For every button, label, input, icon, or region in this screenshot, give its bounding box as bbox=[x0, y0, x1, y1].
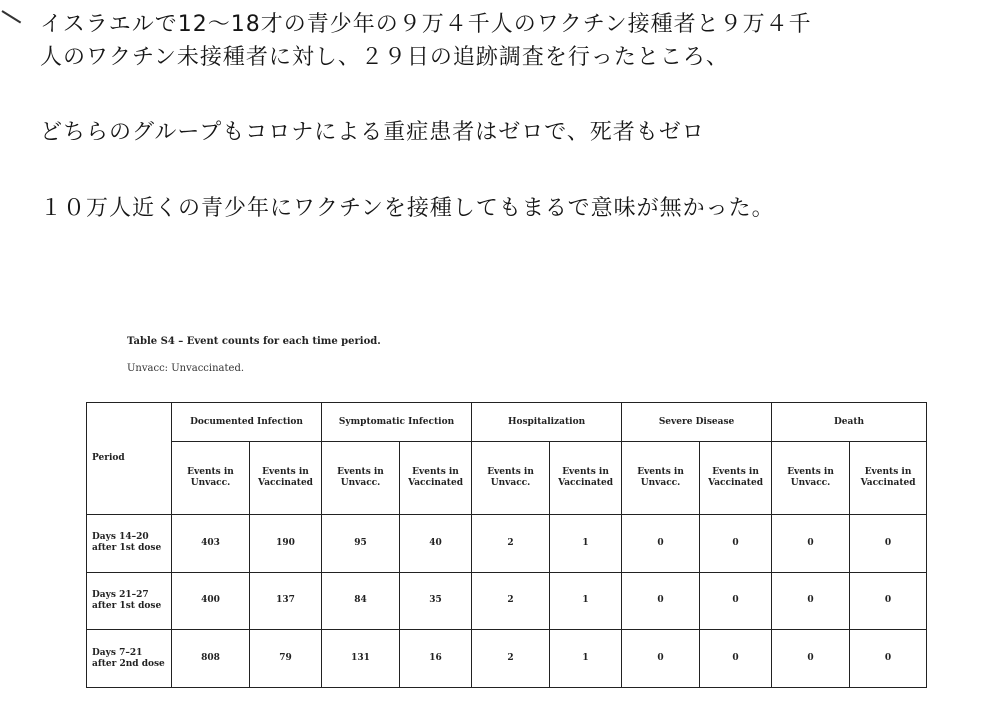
event-count-table bbox=[86, 402, 927, 688]
sub-header-unvacc: Events in Unvacc. bbox=[772, 442, 850, 515]
period-cell: Days 14–20 after 1st dose bbox=[87, 515, 172, 573]
group-header: Documented Infection bbox=[172, 403, 322, 442]
table-cell: 400 bbox=[172, 572, 250, 630]
table-row bbox=[87, 630, 927, 688]
table-cell: 0 bbox=[622, 630, 700, 688]
sub-header-vacc: Events in Vaccinated bbox=[850, 442, 927, 515]
group-header: Hospitalization bbox=[472, 403, 622, 442]
table-cell: 0 bbox=[850, 515, 927, 573]
table-cell: 2 bbox=[472, 515, 550, 573]
table-note: Unvacc: Unvaccinated. bbox=[127, 363, 245, 374]
table-cell: 808 bbox=[172, 630, 250, 688]
table-cell: 0 bbox=[700, 515, 772, 573]
table-cell: 1 bbox=[550, 630, 622, 688]
sub-header-unvacc: Events in Unvacc. bbox=[172, 442, 250, 515]
table-cell: 0 bbox=[850, 572, 927, 630]
table-cell: 131 bbox=[322, 630, 400, 688]
table-row bbox=[87, 572, 927, 630]
corner-mark bbox=[1, 10, 21, 23]
sub-header-unvacc: Events in Unvacc. bbox=[322, 442, 400, 515]
table-cell: 0 bbox=[622, 515, 700, 573]
period-header: Period bbox=[87, 403, 172, 515]
group-header: Symptomatic Infection bbox=[322, 403, 472, 442]
body-text-line-3: どちらのグループもコロナによる重症患者はゼロで、死者もゼロ bbox=[40, 120, 705, 145]
sub-header-vacc: Events in Vaccinated bbox=[550, 442, 622, 515]
table-cell: 0 bbox=[772, 515, 850, 573]
table-cell: 2 bbox=[472, 572, 550, 630]
table-cell: 35 bbox=[400, 572, 472, 630]
body-text-line-1: イスラエルで12～18才の青少年の９万４千人のワクチン接種者と９万４千 bbox=[40, 12, 812, 37]
table-cell: 95 bbox=[322, 515, 400, 573]
table-cell: 1 bbox=[550, 515, 622, 573]
sub-header-unvacc: Events in Unvacc. bbox=[472, 442, 550, 515]
body-text-line-4: １０万人近くの青少年にワクチンを接種してもまるで意味が無かった。 bbox=[40, 196, 775, 221]
table-sub-header-row bbox=[87, 442, 927, 515]
table-cell: 0 bbox=[700, 572, 772, 630]
table-cell: 0 bbox=[850, 630, 927, 688]
sub-header-vacc: Events in Vaccinated bbox=[250, 442, 322, 515]
table-cell: 16 bbox=[400, 630, 472, 688]
table-cell: 137 bbox=[250, 572, 322, 630]
sub-header-unvacc: Events in Unvacc. bbox=[622, 442, 700, 515]
table-cell: 0 bbox=[700, 630, 772, 688]
group-header: Severe Disease bbox=[622, 403, 772, 442]
group-header: Death bbox=[772, 403, 927, 442]
table-cell: 190 bbox=[250, 515, 322, 573]
period-cell: Days 7–21 after 2nd dose bbox=[87, 630, 172, 688]
body-text-line-2: 人のワクチン未接種者に対し、２９日の追跡調査を行ったところ、 bbox=[40, 45, 729, 70]
table-group-header-row bbox=[87, 403, 927, 442]
table-cell: 84 bbox=[322, 572, 400, 630]
table-title: Table S4 – Event counts for each time period. bbox=[127, 336, 381, 347]
table-cell: 0 bbox=[622, 572, 700, 630]
period-cell: Days 21–27 after 1st dose bbox=[87, 572, 172, 630]
table-cell: 2 bbox=[472, 630, 550, 688]
table-cell: 1 bbox=[550, 572, 622, 630]
table-cell: 79 bbox=[250, 630, 322, 688]
sub-header-vacc: Events in Vaccinated bbox=[700, 442, 772, 515]
table-row bbox=[87, 515, 927, 573]
table-cell: 40 bbox=[400, 515, 472, 573]
sub-header-vacc: Events in Vaccinated bbox=[400, 442, 472, 515]
table-cell: 0 bbox=[772, 572, 850, 630]
table-cell: 403 bbox=[172, 515, 250, 573]
table-cell: 0 bbox=[772, 630, 850, 688]
